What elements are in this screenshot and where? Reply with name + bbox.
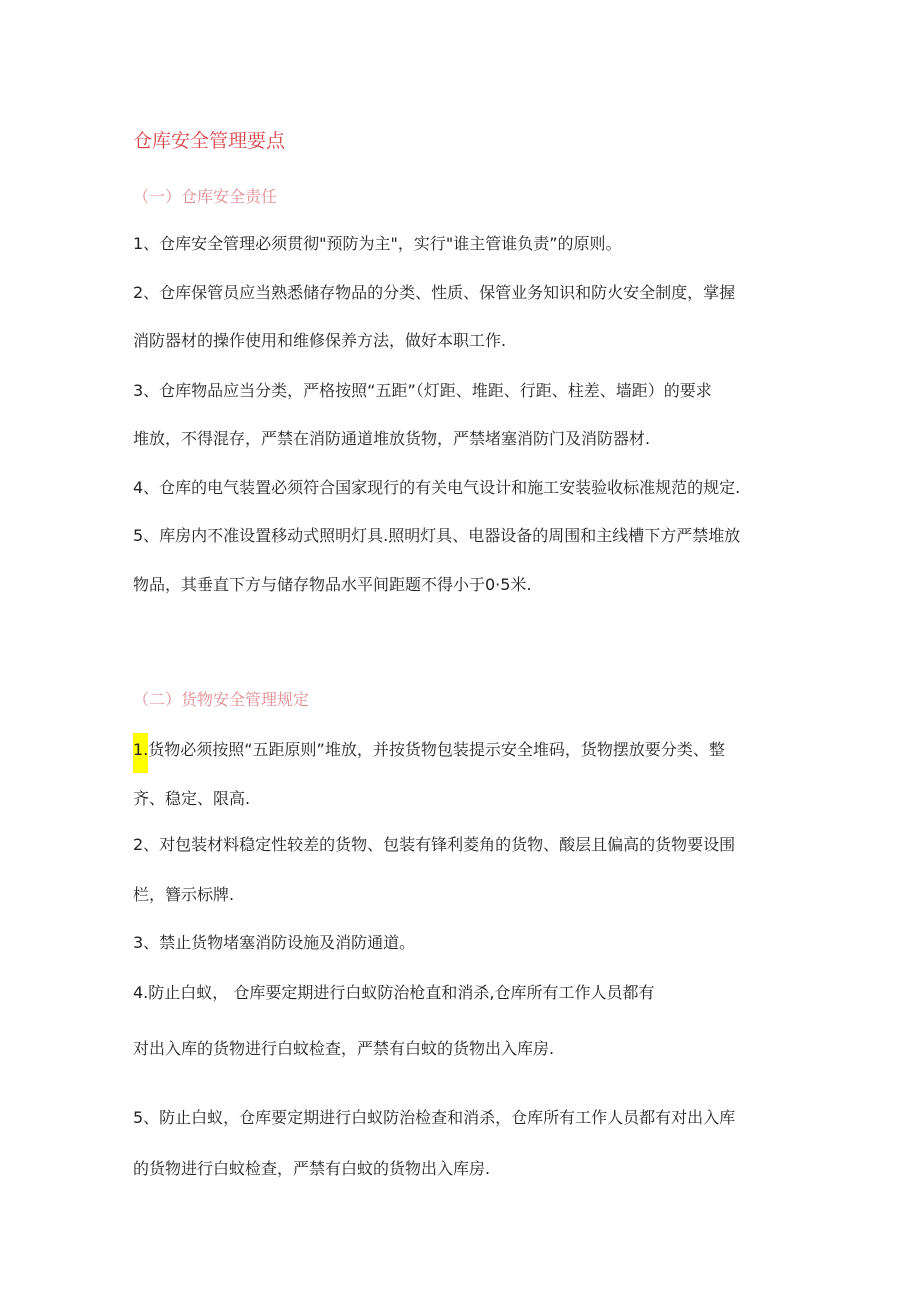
paragraph-line: 消防器材的操作使用和维修保养方法，做好本职工作. bbox=[133, 331, 507, 350]
section-heading-cargo-safety-rules: （二）货物安全管理规定 bbox=[133, 690, 310, 709]
paragraph-line: 5、库房内不准设置移动式照明灯具.照明灯具、电器设备的周围和主线槽下方严禁堆放 bbox=[133, 526, 741, 545]
paragraph-line: 栏，簪示标牌. bbox=[133, 885, 235, 904]
paragraph-line: 物品，其垂直下方与储存物品水平间距题不得小于0·5米. bbox=[133, 575, 532, 594]
paragraph-line: 的货物进行白蚊检查，严禁有白蚊的货物出入库房. bbox=[133, 1159, 491, 1178]
paragraph-line: 3、仓库物品应当分类，严格按照“五距”（灯距、堆距、行距、柱差、墙距）的要求 bbox=[133, 381, 712, 400]
paragraph-line: 5、防止白蚁，仓库要定期进行白蚁防治检查和消杀，仓库所有工作人员都有对出入库 bbox=[133, 1108, 736, 1127]
highlighted-number: 1. bbox=[133, 733, 148, 773]
paragraph-line bbox=[133, 739, 725, 773]
paragraph-text: 货物必须按照“五距原则”堆放，并按货物包装提示安全堆码，货物摆放要分类、整 bbox=[148, 740, 725, 759]
paragraph-line: 堆放，不得混存，严禁在消防通道堆放货物，严禁堵塞消防门及消防器材. bbox=[133, 429, 651, 448]
paragraph-line: 对出入库的货物进行白蚊检查，严禁有白蚊的货物出入库房. bbox=[133, 1039, 555, 1058]
document-title: 仓库安全管理要点 bbox=[133, 130, 286, 152]
section-heading-safety-responsibility: （一）仓库安全责任 bbox=[133, 187, 278, 206]
paragraph-line: 4、仓库的电气装置必须符合国家现行的有关电气设计和施工安装验收标准规范的规定. bbox=[133, 478, 741, 497]
paragraph-line: 2、对包装材料稳定性较差的货物、包装有锋利菱角的货物、酸层且偏高的货物要设围 bbox=[133, 835, 736, 854]
paragraph-line: 2、仓库保管员应当熟悉储存物品的分类、性质、保管业务知识和防火安全制度，掌握 bbox=[133, 283, 736, 302]
paragraph-line: 4.防止白蚁， 仓库要定期进行白蚁防治枪直和消杀,仓库所有工作人员都有 bbox=[133, 983, 655, 1002]
paragraph-line: 齐、稳定、限高. bbox=[133, 789, 251, 808]
paragraph-line: 3、禁止货物堵塞消防设施及消防通道。 bbox=[133, 933, 416, 952]
paragraph-line: 1、仓库安全管理必须贯彻"预防为主"，实行"谁主管谁负责”的原则。 bbox=[133, 234, 622, 253]
